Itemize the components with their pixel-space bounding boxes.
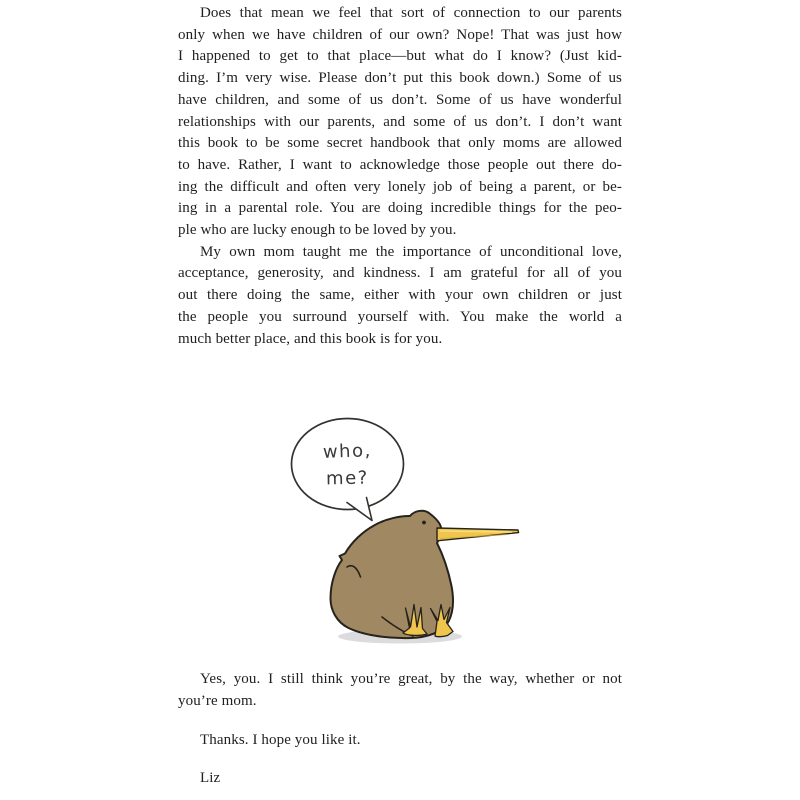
speech-bubble-text-line2: me? [325, 467, 369, 490]
text-line: to have. Rather, I want to acknowledge those people out there do- [178, 156, 622, 173]
text-line: ing in a parental role. You are doing incredible things for the peo- [178, 200, 622, 217]
text-line: the people you surround yourself with. You make the world a [178, 308, 622, 325]
text-line: have children, and some of us don’t. Some of us have wonderful [178, 91, 622, 108]
speech-bubble [292, 419, 404, 510]
closing-text-block [178, 669, 622, 790]
text-line: you’re mom. [178, 692, 257, 709]
text-line: My own mom taught me the importance of unconditional love, [200, 243, 622, 260]
text-line: Does that mean we feel that sort of connection to our parents [200, 5, 622, 21]
text-line: out there doing the same, either with your own children or just [178, 287, 622, 304]
paragraph-3 [178, 669, 622, 712]
kiwi-illustration [270, 405, 530, 655]
text-line: relationships with our parents, and some of us don’t. I don’t want [178, 113, 622, 130]
paragraph-2 [178, 242, 622, 351]
text-line: this book to be some secret handbook that only moms are allowed [178, 135, 622, 152]
text-line: acceptance, generosity, and kindness. I am grateful for all of you [178, 265, 622, 282]
text-line: Liz [200, 770, 221, 787]
text-line: ple who are lucky enough to be loved by you. [178, 222, 457, 239]
text-line: I happened to get to that place—but what do I know? (Just kid- [178, 48, 622, 65]
text-line: Yes, you. I still think you’re great, by the way, whether or not [200, 671, 622, 687]
speech-bubble-text-line1: who, [322, 440, 373, 463]
text-line: ing the difficult and often very lonely job of being a parent, or be- [178, 178, 622, 195]
signature [178, 768, 622, 790]
text-line: Thanks. I hope you like it. [200, 732, 361, 749]
text-line: only when we have children of our own? Nope! That was just how [178, 26, 622, 43]
text-line: much better place, and this book is for you. [178, 330, 443, 347]
text-line: ding. I’m very wise. Please don’t put this book down.) Some of us [178, 70, 622, 87]
paragraph-1 [178, 3, 622, 242]
paragraph-4 [178, 730, 622, 752]
kiwi-body [331, 511, 454, 638]
kiwi-beak-highlight [440, 531, 512, 532]
main-text-block [178, 3, 622, 350]
kiwi-eye [422, 521, 426, 525]
